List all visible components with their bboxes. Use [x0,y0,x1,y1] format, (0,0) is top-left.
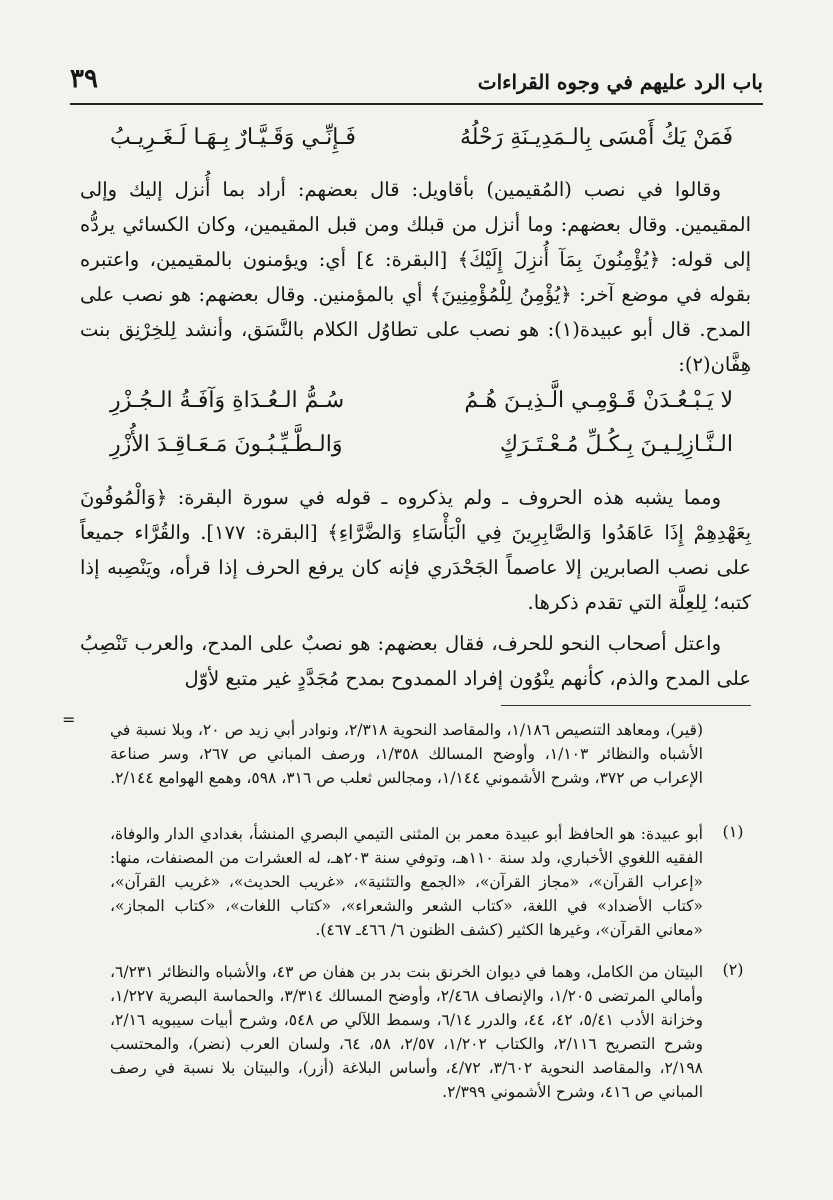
paragraph-3: واعتل أصحاب النحو للحرف، فقال بعضهم: هو نصبٌ على المدح، والعرب تَنْصِبُ على المدح والذم، كأنهم ينْوُون إفراد الممدوح بمدح مُجَدَّدٍ غير متبع لأوّل [80,632,751,690]
header-rule [70,103,763,105]
footnote-separator [501,705,751,706]
poetry-verse-1 [110,125,733,165]
chapter-title: باب الرد عليهم في وجوه القراءات [477,70,763,94]
verse-hemistich-right: الـنَّـازِلِـيـنَ بِـكُـلِّ مُـعْـتَـرَكٍ [499,432,733,457]
footnote-1: أبو عبيدة: هو الحافظ أبو عبيدة معمر بن المثنى التيمي البصري المنشأ، بغدادي الدار والوفاة، الفقيه اللغوي الأخباري، ولد سنة ١١٠هـ، وتوفي سنة ٢٠٣هـ، له العشرات من المصنفات، منها: «إعراب القرآن»، «مجاز القرآن»، «الجمع والتثنية»، «غريب الحديث»، «غريب القرآن»، «كتاب الأضداد» في اللغة، «كتاب الشعر والشعراء»، «كتاب اللغات»، «كتاب المجاز»، «معاني القرآن»، وغيرها الكثير (كشف الظنون ٦/ ٤٦٦ـ ٤٦٧). [110,825,703,939]
poetry-verse-2-line-1 [110,388,733,428]
verse-hemistich-left: وَالـطَّـيِّـبُـونَ مَـعَـاقِـدَ الأُزْرِ [110,432,343,457]
verse-hemistich-left: فَـإِنِّـي وَقَـيَّـارٌ بِـهَـا لَـغَـرِيـبُ [110,125,356,150]
page-number: ٣٩ [70,64,98,94]
footnote-continuation: (قير)، ومعاهد التنصيص ١/١٨٦، والمقاصد النحوية ٢/٣١٨، ونوادر أبي زيد ص ٢٠، وبلا نسبة في الأشباه والنظائر ١/١٠٣، وأوضح المسالك ١/٣٥٨، ورصف المباني ص ٢٦٧، وسر صناعة الإعراب ص ٣٧٢، وشرح الأشموني ١/١٤٤، ومجالس ثعلب ص ٣١٦، ٥٩٨، وهمع الهوامع ٢/١٤٤. [110,721,703,787]
footnote-number-1: (١) [722,822,744,841]
poetry-verse-2-line-2 [110,432,733,472]
footnote-continuation-mark: = [62,710,76,729]
paragraph-2: ومما يشبه هذه الحروف ـ ولم يذكروه ـ قوله في سورة البقرة: ﴿وَالْمُوفُونَ بِعَهْدِهِمْ إِذَا عَاهَدُوا وَالصَّابِرِينَ فِي الْبَأْسَاءِ وَالضَّرَّاءِ﴾ [البقرة: ١٧٧]. والقُرَّاء جميعاً على نصب الصابرين إلا عاصماً الجَحْدَري فإنه كان يرفع الحرف إذا قرأه، ويَنْصِبه إذا كتبه؛ لِلعِلَّة التي تقدم ذكرها. [80,486,752,614]
verse-hemistich-left: سُـمُّ الـعُـدَاةِ وَآفَـةُ الـجُـزْرِ [110,388,345,413]
running-header [70,64,763,100]
verse-hemistich-right: لا يَـبْـعُـدَنْ قَـوْمِـي الَّـذِيـنَ هُـمُ [464,388,733,413]
footnote-2: البيتان من الكامل، وهما في ديوان الخرنق بنت بدر بن هفان ص ٤٣، والأشباه والنظائر ٦/٢٣١، وأمالي المرتضى ١/٢٠٥، والإنصاف ٢/٤٦٨، وأوضح المسالك ٣/٣١٤، والحماسة البصرية ١/٢٢٧، وخزانة الأدب ٥/٤١، ٤٢، ٤٤، والدرر ٦/١٤، وسمط اللآلي ص ٥٤٨، وشرح أبيات سيبويه ٢/١٦، وشرح التصريح ٢/١١٦، والكتاب ١/٢٠٢، ٢/٥٧، ٥٨، ٦٤، ولسان العرب (نضر)، والمحتسب ٢/١٩٨، والمقاصد النحوية ٣/٦٠٢، ٤/٧٢، وأساس البلاغة (أزر)، والبيتان بلا نسبة في رصف المباني ص ٤١٦، وشرح الأشموني ٢/٣٩٩. [110,963,704,1101]
paragraph-1: وقالوا في نصب (المُقيمين) بأقاويل: قال بعضهم: أراد بما أُنزل إليك وإلى المقيمين. وقال بعضهم: وما أنزل من قبلك ومن قبل المقيمين، وكان الكسائي يردُّه إلى قوله: ﴿يُؤْمِنُونَ بِمَآ أُنزِلَ إِلَيْكَ﴾ [البقرة: ٤] أي: ويؤمنون بالمقيمين، واعتبره بقوله في موضع آخر: ﴿يُؤْمِنُ لِلْمُؤْمِنِينَ﴾ أي بالمؤمنين. وقال بعضهم: هو نصب على المدح. قال أبو عبيدة(١): هو نصب على تطاوُل الكلام بالنَّسَق، وأنشد لِلخِرْنِق بنت هِفَّان(٢): [80,178,751,376]
footnote-number-2: (٢) [722,960,744,979]
verse-hemistich-right: فَمَنْ يَكُ أَمْسَى بِالـمَدِيـنَةِ رَحْلُهُ [459,125,733,150]
